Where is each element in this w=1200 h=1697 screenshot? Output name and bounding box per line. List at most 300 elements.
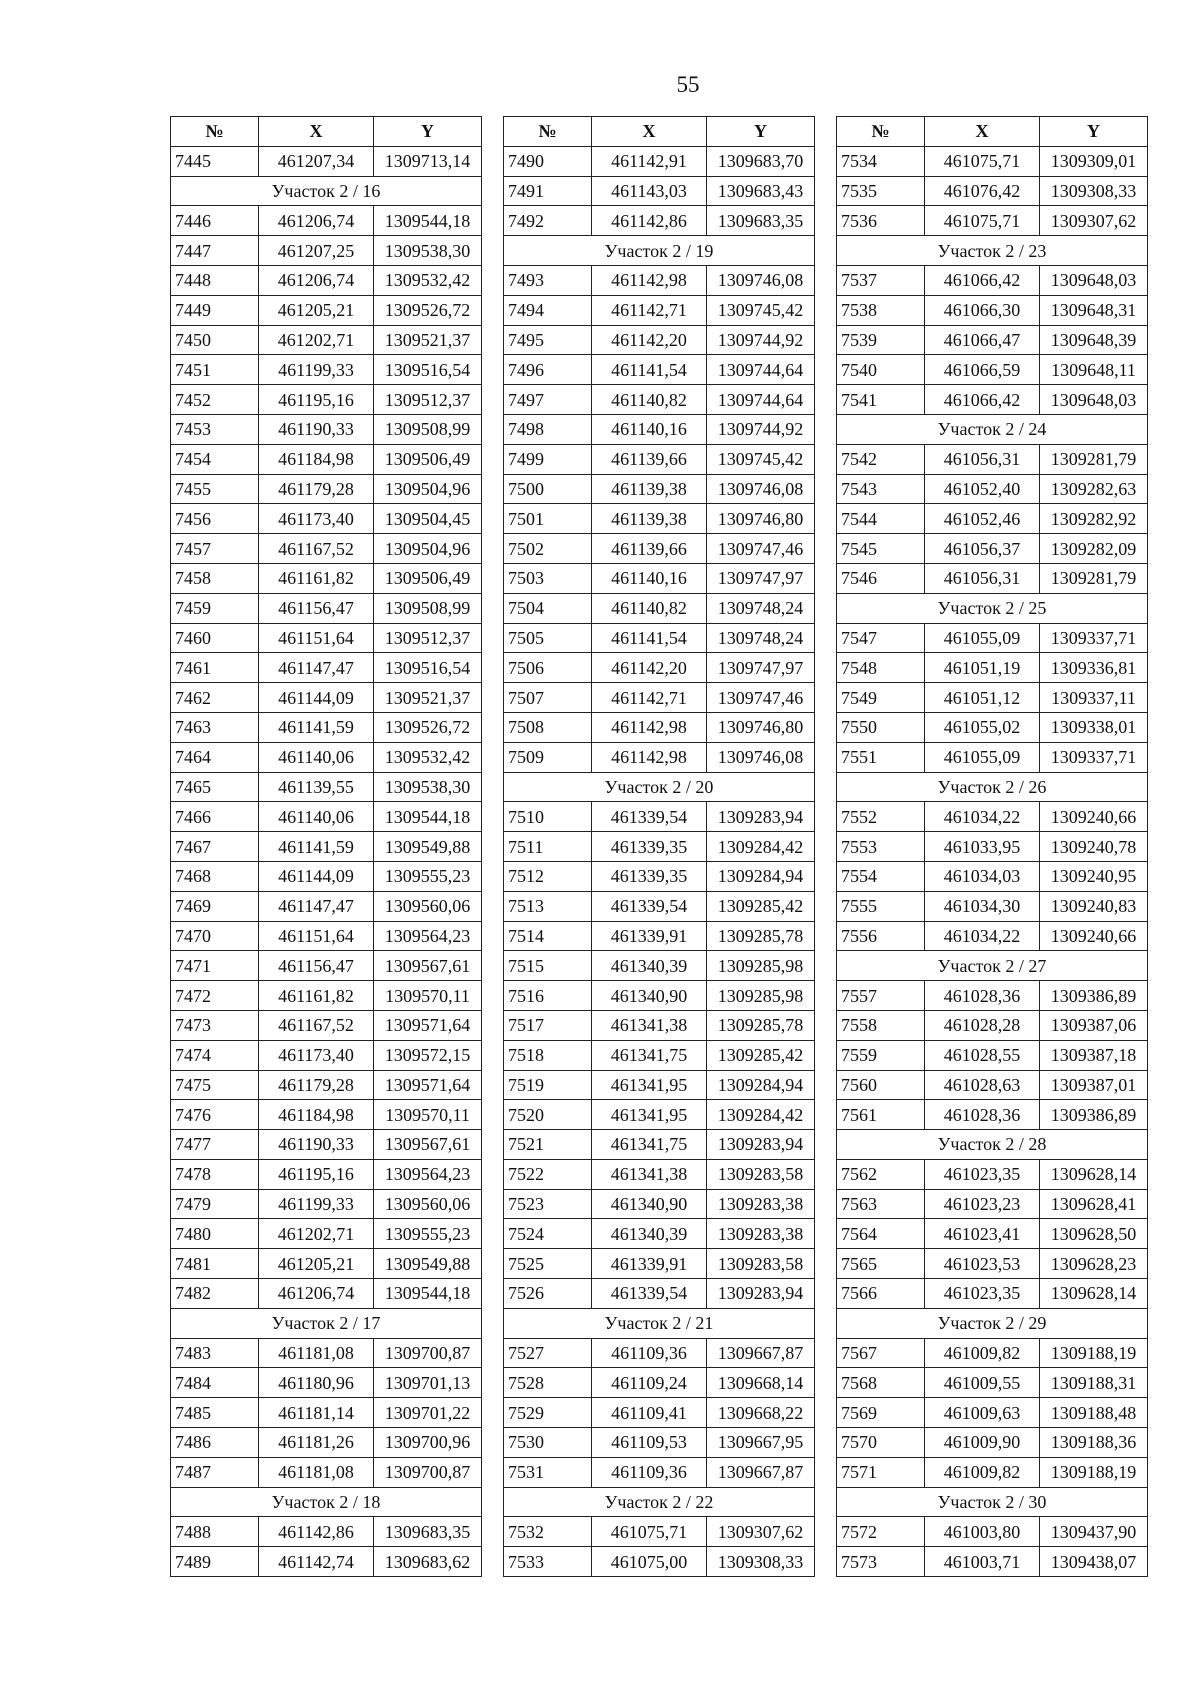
table-row — [837, 385, 1148, 415]
point-number: 7447 — [171, 236, 259, 266]
point-number: 7460 — [171, 623, 259, 653]
x-coordinate: 461009,82 — [925, 1457, 1040, 1487]
point-number: 7528 — [504, 1368, 592, 1398]
point-number: 7517 — [504, 1010, 592, 1040]
point-number: 7456 — [171, 504, 259, 534]
y-coordinate: 1309747,97 — [707, 653, 815, 683]
point-number: 7445 — [171, 146, 259, 176]
table-row — [504, 265, 815, 295]
table-row — [171, 1457, 482, 1487]
x-coordinate: 461206,74 — [259, 1279, 374, 1309]
y-coordinate: 1309307,62 — [1040, 206, 1148, 236]
point-number: 7469 — [171, 891, 259, 921]
x-coordinate: 461055,09 — [925, 742, 1040, 772]
point-number: 7500 — [504, 474, 592, 504]
point-number: 7453 — [171, 414, 259, 444]
x-coordinate: 461205,21 — [259, 295, 374, 325]
y-coordinate: 1309285,98 — [707, 951, 815, 981]
point-number: 7538 — [837, 295, 925, 325]
x-coordinate: 461207,25 — [259, 236, 374, 266]
point-number: 7520 — [504, 1100, 592, 1130]
table-row — [504, 325, 815, 355]
y-coordinate: 1309744,64 — [707, 385, 815, 415]
section-title: Участок 2 / 25 — [837, 593, 1148, 623]
x-coordinate: 461340,39 — [592, 1219, 707, 1249]
point-number: 7502 — [504, 534, 592, 564]
y-coordinate: 1309284,42 — [707, 1100, 815, 1130]
section-row — [504, 1308, 815, 1338]
y-coordinate: 1309282,09 — [1040, 534, 1148, 564]
x-coordinate: 461207,34 — [259, 146, 374, 176]
header-row — [837, 117, 1148, 147]
table-row — [171, 802, 482, 832]
x-coordinate: 461147,47 — [259, 891, 374, 921]
section-row — [171, 1487, 482, 1517]
y-coordinate: 1309748,24 — [707, 593, 815, 623]
point-number: 7451 — [171, 355, 259, 385]
point-number: 7461 — [171, 653, 259, 683]
table-row — [504, 504, 815, 534]
point-number: 7516 — [504, 981, 592, 1011]
point-number: 7450 — [171, 325, 259, 355]
header-num: № — [504, 117, 592, 147]
point-number: 7546 — [837, 563, 925, 593]
header-num: № — [837, 117, 925, 147]
point-number: 7550 — [837, 712, 925, 742]
point-number: 7543 — [837, 474, 925, 504]
section-title: Участок 2 / 16 — [171, 176, 482, 206]
point-number: 7547 — [837, 623, 925, 653]
x-coordinate: 461341,38 — [592, 1010, 707, 1040]
x-coordinate: 461205,21 — [259, 1249, 374, 1279]
y-coordinate: 1309648,11 — [1040, 355, 1148, 385]
x-coordinate: 461139,38 — [592, 504, 707, 534]
table-row — [171, 265, 482, 295]
point-number: 7560 — [837, 1070, 925, 1100]
point-number: 7553 — [837, 832, 925, 862]
y-coordinate: 1309285,78 — [707, 1010, 815, 1040]
point-number: 7446 — [171, 206, 259, 236]
x-coordinate: 461142,98 — [592, 265, 707, 295]
y-coordinate: 1309285,98 — [707, 981, 815, 1011]
table-row — [837, 563, 1148, 593]
x-coordinate: 461142,71 — [592, 683, 707, 713]
y-coordinate: 1309437,90 — [1040, 1517, 1148, 1547]
y-coordinate: 1309508,99 — [374, 414, 482, 444]
table-row — [837, 265, 1148, 295]
table-row — [504, 414, 815, 444]
section-row — [504, 236, 815, 266]
x-coordinate: 461142,20 — [592, 653, 707, 683]
table-row — [171, 861, 482, 891]
x-coordinate: 461341,95 — [592, 1070, 707, 1100]
x-coordinate: 461003,71 — [925, 1547, 1040, 1577]
x-coordinate: 461142,71 — [592, 295, 707, 325]
y-coordinate: 1309570,11 — [374, 981, 482, 1011]
x-coordinate: 461190,33 — [259, 1130, 374, 1160]
y-coordinate: 1309526,72 — [374, 712, 482, 742]
y-coordinate: 1309283,94 — [707, 802, 815, 832]
x-coordinate: 461140,16 — [592, 563, 707, 593]
x-coordinate: 461144,09 — [259, 683, 374, 713]
x-coordinate: 461181,14 — [259, 1398, 374, 1428]
point-number: 7527 — [504, 1338, 592, 1368]
point-number: 7478 — [171, 1159, 259, 1189]
section-row — [837, 772, 1148, 802]
x-coordinate: 461181,26 — [259, 1428, 374, 1458]
y-coordinate: 1309746,08 — [707, 742, 815, 772]
point-number: 7449 — [171, 295, 259, 325]
y-coordinate: 1309748,24 — [707, 623, 815, 653]
y-coordinate: 1309549,88 — [374, 832, 482, 862]
point-number: 7471 — [171, 951, 259, 981]
table-row — [837, 444, 1148, 474]
y-coordinate: 1309683,62 — [374, 1547, 482, 1577]
table-row — [837, 712, 1148, 742]
y-coordinate: 1309668,14 — [707, 1368, 815, 1398]
y-coordinate: 1309700,87 — [374, 1457, 482, 1487]
x-coordinate: 461140,06 — [259, 802, 374, 832]
table-row — [837, 355, 1148, 385]
x-coordinate: 461075,71 — [925, 146, 1040, 176]
x-coordinate: 461023,53 — [925, 1249, 1040, 1279]
x-coordinate: 461034,30 — [925, 891, 1040, 921]
y-coordinate: 1309506,49 — [374, 563, 482, 593]
table-row — [171, 593, 482, 623]
point-number: 7482 — [171, 1279, 259, 1309]
table-row — [504, 623, 815, 653]
y-coordinate: 1309628,14 — [1040, 1279, 1148, 1309]
point-number: 7463 — [171, 712, 259, 742]
x-coordinate: 461340,90 — [592, 1189, 707, 1219]
y-coordinate: 1309240,66 — [1040, 921, 1148, 951]
table-row — [837, 146, 1148, 176]
y-coordinate: 1309544,18 — [374, 802, 482, 832]
point-number: 7549 — [837, 683, 925, 713]
y-coordinate: 1309648,03 — [1040, 385, 1148, 415]
y-coordinate: 1309283,38 — [707, 1189, 815, 1219]
section-title: Участок 2 / 27 — [837, 951, 1148, 981]
table-row — [837, 1189, 1148, 1219]
table-row — [504, 1428, 815, 1458]
y-coordinate: 1309555,23 — [374, 861, 482, 891]
point-number: 7536 — [837, 206, 925, 236]
table-row — [504, 802, 815, 832]
x-coordinate: 461009,82 — [925, 1338, 1040, 1368]
table-row — [171, 295, 482, 325]
y-coordinate: 1309526,72 — [374, 295, 482, 325]
table-row — [504, 295, 815, 325]
table-row — [504, 1219, 815, 1249]
table-row — [171, 1368, 482, 1398]
x-coordinate: 461109,41 — [592, 1398, 707, 1428]
point-number: 7468 — [171, 861, 259, 891]
point-number: 7509 — [504, 742, 592, 772]
table-row — [837, 1040, 1148, 1070]
y-coordinate: 1309284,42 — [707, 832, 815, 862]
table-row — [171, 712, 482, 742]
point-number: 7462 — [171, 683, 259, 713]
table-row — [171, 1219, 482, 1249]
point-number: 7566 — [837, 1279, 925, 1309]
y-coordinate: 1309745,42 — [707, 295, 815, 325]
y-coordinate: 1309508,99 — [374, 593, 482, 623]
x-coordinate: 461173,40 — [259, 504, 374, 534]
point-number: 7542 — [837, 444, 925, 474]
y-coordinate: 1309628,23 — [1040, 1249, 1148, 1279]
y-coordinate: 1309516,54 — [374, 355, 482, 385]
x-coordinate: 461173,40 — [259, 1040, 374, 1070]
y-coordinate: 1309283,94 — [707, 1130, 815, 1160]
table-row — [837, 1547, 1148, 1577]
page-number: 55 — [676, 72, 700, 97]
y-coordinate: 1309283,58 — [707, 1249, 815, 1279]
table-row — [504, 385, 815, 415]
x-coordinate: 461142,74 — [259, 1547, 374, 1577]
header-x: X — [592, 117, 707, 147]
y-coordinate: 1309438,07 — [1040, 1547, 1148, 1577]
point-number: 7529 — [504, 1398, 592, 1428]
point-number: 7544 — [837, 504, 925, 534]
y-coordinate: 1309745,42 — [707, 444, 815, 474]
table-row — [837, 1070, 1148, 1100]
point-number: 7454 — [171, 444, 259, 474]
point-number: 7535 — [837, 176, 925, 206]
table-row — [171, 891, 482, 921]
y-coordinate: 1309628,50 — [1040, 1219, 1148, 1249]
x-coordinate: 461052,46 — [925, 504, 1040, 534]
x-coordinate: 461184,98 — [259, 1100, 374, 1130]
y-coordinate: 1309504,96 — [374, 474, 482, 504]
y-coordinate: 1309700,87 — [374, 1338, 482, 1368]
x-coordinate: 461052,40 — [925, 474, 1040, 504]
x-coordinate: 461056,37 — [925, 534, 1040, 564]
y-coordinate: 1309628,14 — [1040, 1159, 1148, 1189]
point-number: 7570 — [837, 1428, 925, 1458]
point-number: 7531 — [504, 1457, 592, 1487]
section-title: Участок 2 / 20 — [504, 772, 815, 802]
point-number: 7523 — [504, 1189, 592, 1219]
point-number: 7573 — [837, 1547, 925, 1577]
x-coordinate: 461056,31 — [925, 563, 1040, 593]
table-row — [171, 414, 482, 444]
x-coordinate: 461109,24 — [592, 1368, 707, 1398]
point-number: 7459 — [171, 593, 259, 623]
table-row — [837, 921, 1148, 951]
point-number: 7554 — [837, 861, 925, 891]
table-row — [504, 742, 815, 772]
point-number: 7562 — [837, 1159, 925, 1189]
x-coordinate: 461179,28 — [259, 474, 374, 504]
point-number: 7545 — [837, 534, 925, 564]
y-coordinate: 1309512,37 — [374, 385, 482, 415]
y-coordinate: 1309560,06 — [374, 891, 482, 921]
coordinates-table-2 — [503, 116, 815, 1577]
x-coordinate: 461151,64 — [259, 921, 374, 951]
y-coordinate: 1309337,71 — [1040, 623, 1148, 653]
y-coordinate: 1309281,79 — [1040, 563, 1148, 593]
point-number: 7498 — [504, 414, 592, 444]
y-coordinate: 1309744,92 — [707, 325, 815, 355]
point-number: 7448 — [171, 265, 259, 295]
x-coordinate: 461339,35 — [592, 861, 707, 891]
table-row — [837, 653, 1148, 683]
x-coordinate: 461051,19 — [925, 653, 1040, 683]
y-coordinate: 1309544,18 — [374, 206, 482, 236]
table-row — [504, 1100, 815, 1130]
y-coordinate: 1309387,06 — [1040, 1010, 1148, 1040]
x-coordinate: 461206,74 — [259, 206, 374, 236]
y-coordinate: 1309386,89 — [1040, 981, 1148, 1011]
section-title: Участок 2 / 19 — [504, 236, 815, 266]
point-number: 7557 — [837, 981, 925, 1011]
section-row — [171, 1308, 482, 1338]
y-coordinate: 1309308,33 — [707, 1547, 815, 1577]
coordinates-table-3 — [836, 116, 1148, 1577]
table-row — [837, 504, 1148, 534]
table-row — [504, 653, 815, 683]
section-title: Участок 2 / 22 — [504, 1487, 815, 1517]
point-number: 7484 — [171, 1368, 259, 1398]
y-coordinate: 1309240,95 — [1040, 861, 1148, 891]
table-row — [504, 534, 815, 564]
table-row — [171, 1130, 482, 1160]
point-number: 7534 — [837, 146, 925, 176]
point-number: 7548 — [837, 653, 925, 683]
x-coordinate: 461139,55 — [259, 772, 374, 802]
table-row — [171, 832, 482, 862]
x-coordinate: 461195,16 — [259, 1159, 374, 1189]
point-number: 7503 — [504, 563, 592, 593]
x-coordinate: 461339,54 — [592, 891, 707, 921]
x-coordinate: 461055,09 — [925, 623, 1040, 653]
y-coordinate: 1309746,80 — [707, 504, 815, 534]
point-number: 7552 — [837, 802, 925, 832]
table-row — [504, 861, 815, 891]
x-coordinate: 461139,66 — [592, 534, 707, 564]
table-row — [837, 891, 1148, 921]
y-coordinate: 1309338,01 — [1040, 712, 1148, 742]
table-row — [504, 563, 815, 593]
point-number: 7505 — [504, 623, 592, 653]
x-coordinate: 461034,03 — [925, 861, 1040, 891]
table-row — [837, 832, 1148, 862]
section-title: Участок 2 / 29 — [837, 1308, 1148, 1338]
point-number: 7485 — [171, 1398, 259, 1428]
x-coordinate: 461066,42 — [925, 265, 1040, 295]
x-coordinate: 461199,33 — [259, 355, 374, 385]
table-row — [171, 355, 482, 385]
point-number: 7507 — [504, 683, 592, 713]
point-number: 7474 — [171, 1040, 259, 1070]
x-coordinate: 461339,91 — [592, 921, 707, 951]
table-row — [837, 683, 1148, 713]
point-number: 7452 — [171, 385, 259, 415]
point-number: 7564 — [837, 1219, 925, 1249]
x-coordinate: 461055,02 — [925, 712, 1040, 742]
table-row — [504, 951, 815, 981]
point-number: 7501 — [504, 504, 592, 534]
y-coordinate: 1309667,95 — [707, 1428, 815, 1458]
table-row — [837, 176, 1148, 206]
coordinates-table-1 — [170, 116, 482, 1577]
table-row — [837, 1368, 1148, 1398]
y-coordinate: 1309504,96 — [374, 534, 482, 564]
y-coordinate: 1309285,42 — [707, 1040, 815, 1070]
point-number: 7470 — [171, 921, 259, 951]
x-coordinate: 461142,86 — [592, 206, 707, 236]
table-row — [504, 176, 815, 206]
x-coordinate: 461141,54 — [592, 355, 707, 385]
point-number: 7457 — [171, 534, 259, 564]
point-number: 7510 — [504, 802, 592, 832]
x-coordinate: 461340,90 — [592, 981, 707, 1011]
table-row — [837, 802, 1148, 832]
x-coordinate: 461142,98 — [592, 712, 707, 742]
point-number: 7568 — [837, 1368, 925, 1398]
point-number: 7506 — [504, 653, 592, 683]
x-coordinate: 461142,98 — [592, 742, 707, 772]
y-coordinate: 1309387,01 — [1040, 1070, 1148, 1100]
section-row — [837, 1487, 1148, 1517]
table-row — [504, 1398, 815, 1428]
y-coordinate: 1309516,54 — [374, 653, 482, 683]
y-coordinate: 1309307,62 — [707, 1517, 815, 1547]
x-coordinate: 461034,22 — [925, 921, 1040, 951]
table-row — [171, 1547, 482, 1577]
y-coordinate: 1309240,78 — [1040, 832, 1148, 862]
table-row — [837, 1010, 1148, 1040]
y-coordinate: 1309532,42 — [374, 265, 482, 295]
x-coordinate: 461033,95 — [925, 832, 1040, 862]
point-number: 7558 — [837, 1010, 925, 1040]
table-row — [171, 1398, 482, 1428]
point-number: 7480 — [171, 1219, 259, 1249]
table-row — [504, 1249, 815, 1279]
x-coordinate: 461161,82 — [259, 563, 374, 593]
y-coordinate: 1309285,42 — [707, 891, 815, 921]
x-coordinate: 461141,59 — [259, 832, 374, 862]
y-coordinate: 1309747,46 — [707, 534, 815, 564]
point-number: 7539 — [837, 325, 925, 355]
section-title: Участок 2 / 17 — [171, 1308, 482, 1338]
x-coordinate: 461076,42 — [925, 176, 1040, 206]
x-coordinate: 461142,86 — [259, 1517, 374, 1547]
table-row — [171, 385, 482, 415]
x-coordinate: 461028,36 — [925, 981, 1040, 1011]
point-number: 7497 — [504, 385, 592, 415]
point-number: 7556 — [837, 921, 925, 951]
y-coordinate: 1309667,87 — [707, 1338, 815, 1368]
y-coordinate: 1309683,35 — [707, 206, 815, 236]
x-coordinate: 461184,98 — [259, 444, 374, 474]
section-title: Участок 2 / 24 — [837, 414, 1148, 444]
section-title: Участок 2 / 26 — [837, 772, 1148, 802]
point-number: 7508 — [504, 712, 592, 742]
x-coordinate: 461023,35 — [925, 1279, 1040, 1309]
section-title: Участок 2 / 21 — [504, 1308, 815, 1338]
point-number: 7499 — [504, 444, 592, 474]
x-coordinate: 461023,35 — [925, 1159, 1040, 1189]
table-row — [171, 1338, 482, 1368]
y-coordinate: 1309700,96 — [374, 1428, 482, 1458]
x-coordinate: 461179,28 — [259, 1070, 374, 1100]
x-coordinate: 461341,38 — [592, 1159, 707, 1189]
x-coordinate: 461009,55 — [925, 1368, 1040, 1398]
y-coordinate: 1309567,61 — [374, 1130, 482, 1160]
x-coordinate: 461139,66 — [592, 444, 707, 474]
table-row — [171, 534, 482, 564]
